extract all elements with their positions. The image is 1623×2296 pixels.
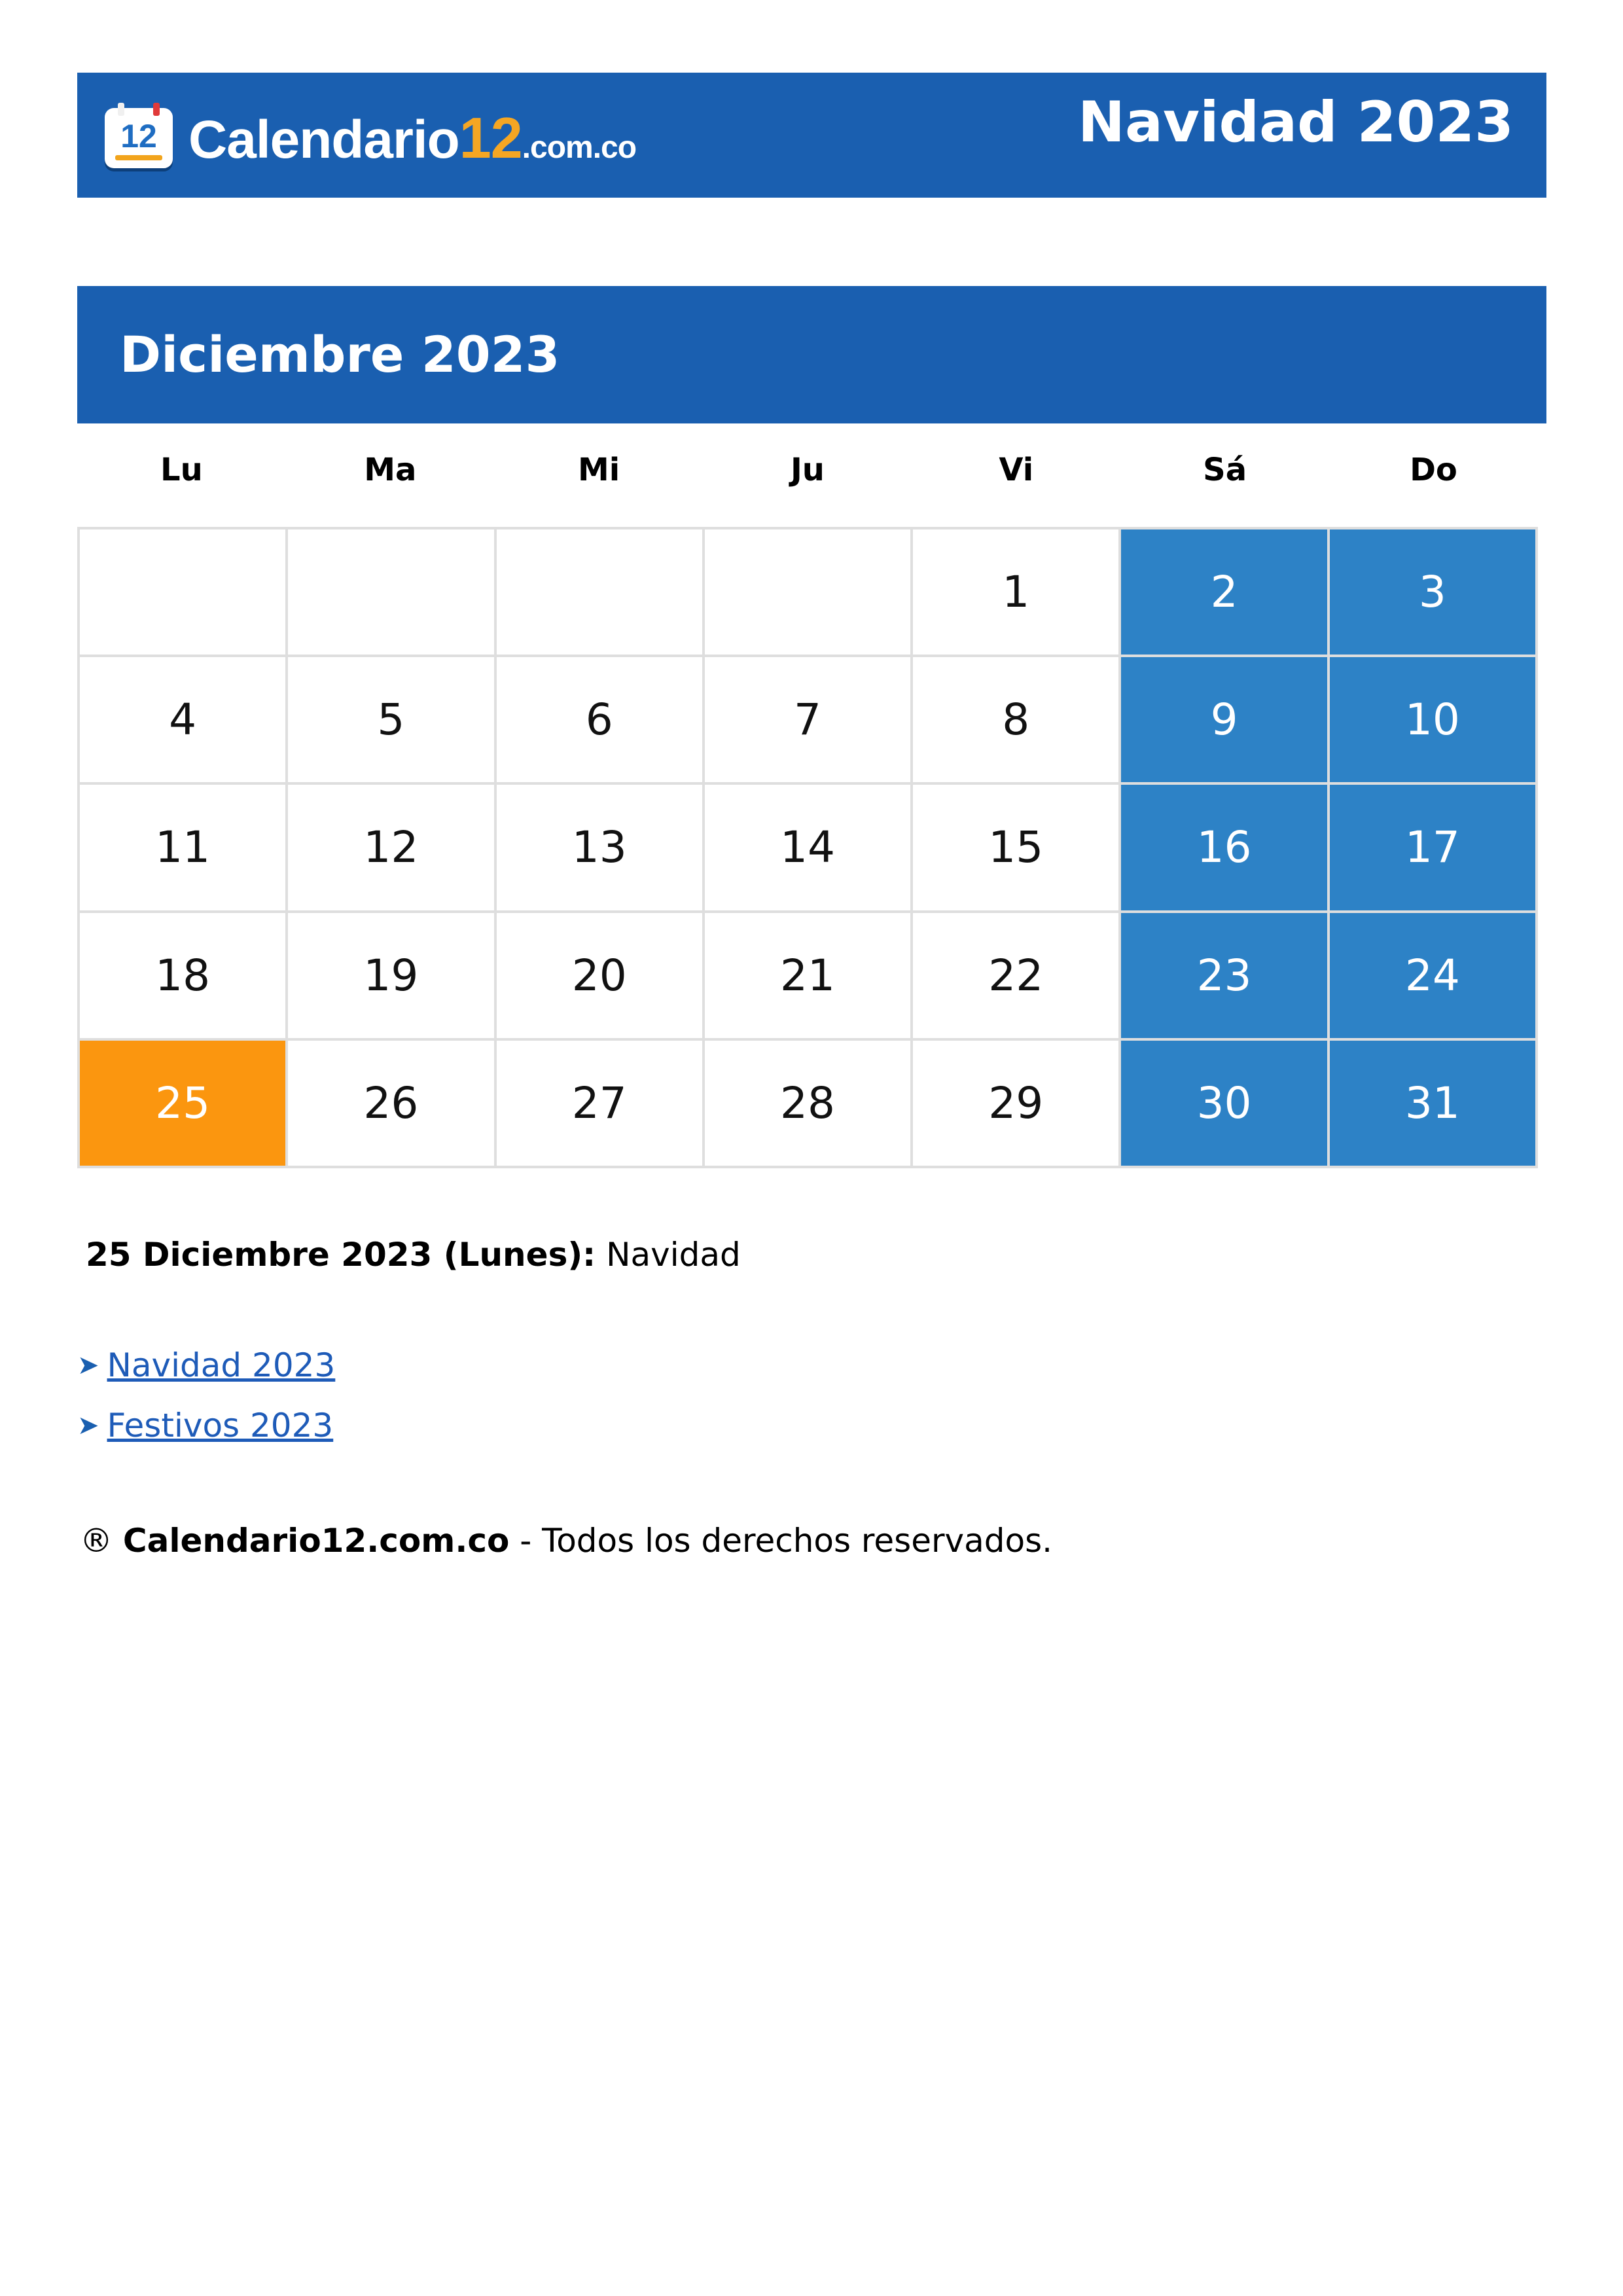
calendar-day-cell[interactable]: 8 (913, 657, 1121, 785)
arrow-icon: ➤ (77, 1410, 99, 1441)
holiday-name: Navidad (606, 1236, 741, 1274)
holiday-note (86, 1236, 741, 1274)
calendar-day-cell[interactable]: 2 (1121, 529, 1329, 657)
calendar-grid (77, 527, 1538, 1168)
logo-icon-number: 12 (120, 118, 157, 154)
calendar-day-cell[interactable]: 14 (705, 785, 913, 912)
footer-brand: Calendario12.com.co (122, 1522, 510, 1560)
calendar-day-cell[interactable]: 22 (913, 913, 1121, 1041)
calendar-day-cell[interactable]: 5 (288, 657, 496, 785)
logo-wordmark (188, 105, 636, 171)
calendar-day-cell[interactable]: 4 (80, 657, 288, 785)
calendar-day-cell[interactable]: 7 (705, 657, 913, 785)
calendar-day-cell[interactable]: 30 (1121, 1041, 1329, 1168)
holiday-date: 25 Diciembre 2023 (Lunes): (86, 1236, 596, 1274)
calendar-day-cell[interactable]: 9 (1121, 657, 1329, 785)
calendar-day-cell[interactable]: 27 (497, 1041, 705, 1168)
weekday-label: Vi (999, 452, 1034, 488)
registered-symbol: ® (80, 1522, 113, 1560)
footer (80, 1522, 1052, 1560)
month-title: Diciembre 2023 (120, 325, 560, 384)
calendar-day-cell[interactable]: 1 (913, 529, 1121, 657)
weekday-label: Ma (364, 452, 417, 488)
site-header (77, 73, 1546, 198)
link-item (77, 1395, 335, 1456)
calendar-day-cell[interactable]: 18 (80, 913, 288, 1041)
calendar-day-cell[interactable]: 26 (288, 1041, 496, 1168)
calendar-day-cell[interactable]: 16 (1121, 785, 1329, 912)
related-links (77, 1335, 335, 1456)
calendar-day-cell[interactable]: 15 (913, 785, 1121, 912)
calendar-day-cell[interactable]: 17 (1330, 785, 1538, 912)
link-item (77, 1335, 335, 1395)
calendar-empty-cell (288, 529, 496, 657)
month-header (77, 286, 1546, 423)
site-logo[interactable] (105, 105, 636, 171)
calendar-empty-cell (705, 529, 913, 657)
link-navidad-2023[interactable]: Navidad 2023 (107, 1346, 336, 1384)
calendar-day-cell[interactable]: 20 (497, 913, 705, 1041)
calendar-day-cell[interactable]: 24 (1330, 913, 1538, 1041)
weekday-label: Lu (160, 452, 203, 488)
logo-brand-domain: .com.co (522, 130, 637, 165)
calendar-day-cell[interactable]: 19 (288, 913, 496, 1041)
calendar-empty-cell (497, 529, 705, 657)
calendar-day-cell[interactable]: 31 (1330, 1041, 1538, 1168)
link-festivos-2023[interactable]: Festivos 2023 (107, 1407, 334, 1444)
logo-brand-main: Calendario (188, 110, 459, 170)
calendar-day-cell[interactable]: 13 (497, 785, 705, 912)
weekday-label: Ju (790, 452, 825, 488)
calendar-day-cell[interactable]: 29 (913, 1041, 1121, 1168)
calendar-empty-cell (80, 529, 288, 657)
footer-text: - Todos los derechos reservados. (520, 1522, 1053, 1560)
arrow-icon: ➤ (77, 1350, 99, 1380)
weekday-header-row (77, 452, 1538, 488)
weekday-label: Sá (1203, 452, 1247, 488)
calendar-day-cell[interactable]: 6 (497, 657, 705, 785)
calendar-day-cell[interactable]: 10 (1330, 657, 1538, 785)
calendar-day-cell[interactable]: 11 (80, 785, 288, 912)
calendar-logo-icon (105, 108, 173, 168)
calendar-day-cell[interactable]: 12 (288, 785, 496, 912)
page-title: Navidad 2023 (1078, 90, 1514, 155)
weekday-label: Mi (578, 452, 620, 488)
calendar-day-cell[interactable]: 23 (1121, 913, 1329, 1041)
calendar-day-cell[interactable]: 25 (80, 1041, 288, 1168)
calendar-day-cell[interactable]: 21 (705, 913, 913, 1041)
weekday-label: Do (1410, 452, 1457, 488)
logo-brand-number: 12 (459, 105, 522, 170)
calendar-day-cell[interactable]: 28 (705, 1041, 913, 1168)
calendar-day-cell[interactable]: 3 (1330, 529, 1538, 657)
